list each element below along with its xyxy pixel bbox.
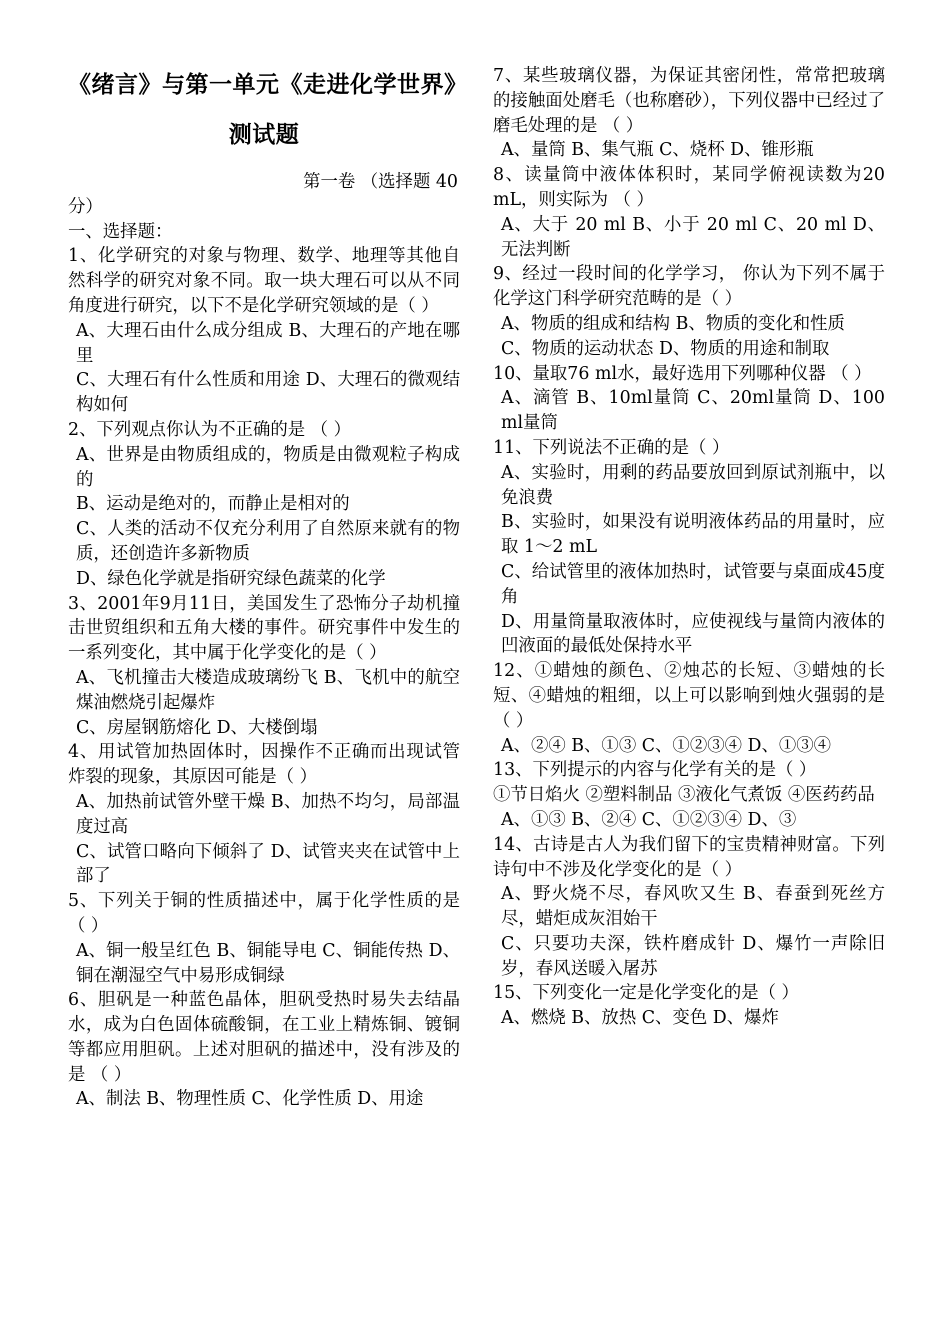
option-line: A、制法 B、物理性质 C、化学性质 D、用途 bbox=[76, 1089, 424, 1110]
option-line: C、房屋钢筋熔化 D、大楼倒塌 bbox=[76, 717, 318, 738]
option-line: C、只要功夫深，铁杵磨成针 D、爆竹一声除旧岁，春风送暖入屠苏 bbox=[501, 933, 885, 979]
question-stem: 15、下列变化一定是化学变化的是（ ） bbox=[493, 983, 799, 1004]
question-stem: 13、下列提示的内容与化学有关的是（ ） bbox=[493, 760, 817, 781]
question-stem: 1、化学研究的对象与物理、数学、地理等其他自然科学的研究对象不同。取一块大理石可以从不同角度进行研究，以下不是化学研究领域的是（ ） bbox=[68, 246, 460, 316]
option-line: A、②④ B、①③ C、①②③④ D、①③④ bbox=[501, 735, 832, 756]
question-2 bbox=[68, 418, 460, 592]
option-line: A、物质的组成和结构 B、物质的变化和性质 bbox=[501, 313, 845, 334]
question-7 bbox=[493, 64, 885, 163]
page-title: 《绪言》与第一单元《走进化学世界》 bbox=[68, 71, 468, 98]
option-line: A、滴管 B、10ml量筒 C、20ml量筒 D、100 ml量筒 bbox=[501, 388, 885, 434]
option-b: B、运动是绝对的，而静止是相对的 bbox=[76, 494, 350, 515]
option-line: A、大于 20 ml B、小于 20 ml C、20 ml D、无法判断 bbox=[501, 214, 885, 260]
option-line: A、铜一般呈红色 B、铜能导电 C、铜能传热 D、铜在潮湿空气中易形成铜绿 bbox=[76, 940, 460, 986]
question-4 bbox=[68, 740, 460, 889]
option-b: B、实验时，如果没有说明液体药品的用量时，应取 1～2 mL bbox=[501, 512, 885, 558]
question-5 bbox=[68, 889, 460, 988]
question-6 bbox=[68, 988, 460, 1112]
option-c: C、给试管里的液体加热时，试管要与桌面成45度角 bbox=[501, 561, 885, 607]
question-9 bbox=[493, 262, 885, 361]
option-d: D、用量筒量取液体时，应使视线与量筒内液体的凹液面的最低处保持水平 bbox=[501, 611, 885, 657]
question-3 bbox=[68, 592, 460, 741]
question-stem: 11、下列说法不正确的是（ ） bbox=[493, 437, 730, 458]
option-a: A、世界是由物质组成的，物质是由微观粒子构成的 bbox=[76, 444, 460, 490]
question-14 bbox=[493, 833, 885, 982]
option-line: C、试管口略向下倾斜了 D、试管夹夹在试管中上部了 bbox=[76, 841, 460, 887]
volume-heading-cont: 分） bbox=[68, 196, 103, 217]
question-stem: 8、读量筒中液体体积时，某同学俯视读数为20 mL，则实际为 （ ） bbox=[493, 165, 885, 210]
page-subtitle: 测试题 bbox=[228, 121, 300, 148]
option-line: A、量筒 B、集气瓶 C、烧杯 D、锥形瓶 bbox=[501, 140, 814, 161]
question-stem: 3、2001年9月11日，美国发生了恐怖分子劫机撞击世贸组织和五角大楼的事件。研究事件中发生的一系列变化，其中属于化学变化的是（ ） bbox=[68, 593, 460, 664]
option-line: A、燃烧 B、放热 C、变色 D、爆炸 bbox=[501, 1008, 779, 1029]
question-15 bbox=[493, 981, 885, 1031]
question-13 bbox=[493, 758, 885, 832]
option-line: A、①③ B、②④ C、①②③④ D、③ bbox=[501, 809, 797, 830]
question-stem: 4、用试管加热固体时，因操作不正确而出现试管炸裂的现象，其原因可能是（ ） bbox=[68, 742, 460, 788]
question-stem: 14、古诗是古人为我们留下的宝贵精神财富。下列诗句中不涉及化学变化的是（ ） bbox=[493, 834, 885, 880]
option-line: A、加热前试管外壁干燥 B、加热不均匀，局部温度过高 bbox=[76, 791, 460, 837]
question-11 bbox=[493, 436, 885, 659]
option-line: C、大理石有什么性质和用途 D、大理石的微观结构如何 bbox=[76, 370, 460, 416]
left-column bbox=[68, 64, 468, 1112]
option-line: A、飞机撞击大楼造成玻璃纷飞 B、飞机中的航空煤油燃烧引起爆炸 bbox=[76, 667, 460, 713]
question-stem: 2、下列观点你认为不正确的是 （ ） bbox=[68, 419, 351, 440]
option-line: C、物质的运动状态 D、物质的用途和制取 bbox=[501, 338, 830, 359]
question-8 bbox=[493, 163, 885, 262]
option-a: A、实验时，用剩的药品要放回到原试剂瓶中，以免浪费 bbox=[501, 462, 885, 508]
question-stem: 10、量取76 ml水，最好选用下列哪种仪器 （ ） bbox=[493, 363, 872, 384]
question-1 bbox=[68, 244, 460, 418]
question-stem: 7、某些玻璃仪器，为保证其密闭性，常常把玻璃的接触面处磨毛（也称磨砂），下列仪器中已经过了磨毛处理的是 （ ） bbox=[493, 66, 885, 136]
right-column bbox=[493, 64, 885, 1031]
option-d: D、绿色化学就是指研究绿色蔬菜的化学 bbox=[76, 568, 386, 589]
section-heading: 一、选择题： bbox=[68, 221, 173, 242]
question-stem: 6、胆矾是一种蓝色晶体，胆矾受热时易失去结晶水，成为白色固体硫酸铜，在工业上精炼铜、镀铜等都应用胆矾。上述对胆矾的描述中，没有涉及的是 （ ） bbox=[68, 990, 460, 1085]
question-items: ①节日焰火 ②塑料制品 ③液化气煮饭 ④医药药品 bbox=[493, 785, 875, 806]
option-c: C、人类的活动不仅充分利用了自然原来就有的物质，还创造许多新物质 bbox=[76, 519, 460, 564]
question-stem: 12、①蜡烛的颜色、②烛芯的长短、③蜡烛的长短、④蜡烛的粗细，以上可以影响到烛火强弱的是（ ） bbox=[493, 661, 885, 731]
option-line: A、野火烧不尽，春风吹又生 B、春蚕到死丝方尽，蜡炬成灰泪始干 bbox=[501, 884, 885, 930]
question-12 bbox=[493, 659, 885, 758]
question-10 bbox=[493, 362, 885, 436]
question-stem: 9、经过一段时间的化学学习， 你认为下列不属于化学这门科学研究范畴的是（ ） bbox=[493, 264, 885, 310]
option-line: A、大理石由什么成分组成 B、大理石的产地在哪里 bbox=[76, 320, 460, 366]
volume-heading: 第一卷 （选择题 40 bbox=[303, 172, 458, 192]
question-stem: 5、下列关于铜的性质描述中，属于化学性质的是（ ） bbox=[68, 891, 460, 936]
